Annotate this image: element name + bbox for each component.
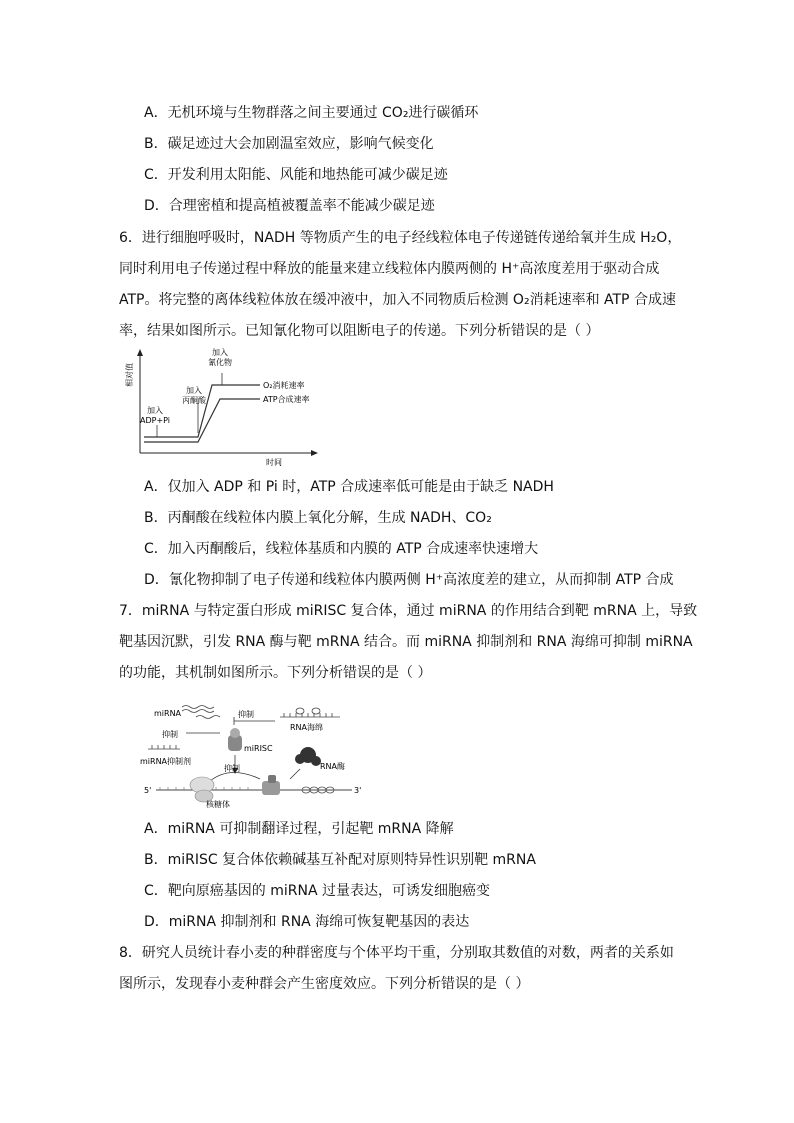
mirna-label: miRNA (154, 709, 182, 718)
q5-option-b: B．碳足迹过大会加剧温室效应，影响气候变化 (144, 136, 434, 152)
q6-stem-line-1: 6．进行细胞呼吸时，NADH 等物质产生的电子经线粒体电子传递链传递给氧并生成 H₂O， (119, 230, 682, 246)
q7-option-a: A．miRNA 可抑制翻译过程，引起靶 mRNA 降解 (144, 821, 454, 837)
annotation-adp-line1: 加入 (147, 406, 163, 415)
legend-atp: ATP合成速率 (263, 395, 310, 404)
annotation-pyruvate-line1: 加入 (186, 386, 202, 395)
ribosome-label: 核糖体 (206, 800, 230, 809)
q6-option-a: A．仅加入 ADP 和 Pi 时，ATP 合成速率低可能是由于缺乏 NADH (144, 479, 554, 495)
q6-option-b: B．丙酮酸在线粒体内膜上氧化分解，生成 NADH、CO₂ (144, 510, 492, 526)
q6-option-c: C．加入丙酮酸后，线粒体基质和内膜的 ATP 合成速率快速增大 (144, 541, 539, 557)
legend-o2: O₂消耗速率 (263, 381, 305, 390)
ribosome-shape (190, 777, 214, 802)
inhibit-label-left: 抑制 (162, 730, 178, 739)
y-axis-label: 相对值 (125, 363, 134, 387)
q7-stem-line-1: 7．miRNA 与特定蛋白形成 miRISC 复合体，通过 miRNA 的作用结合到靶 mRNA 上，导致 (119, 603, 698, 619)
q7-option-c: C．靶向原癌基因的 miRNA 过量表达，可诱发细胞癌变 (144, 883, 490, 899)
inhibit-label-bottom: 抑制 (224, 764, 240, 773)
mirna-strands (182, 706, 220, 719)
rna-sponge (280, 708, 340, 717)
bound-mirisc (262, 775, 280, 795)
rna-sponge-label: RNA海绵 (290, 723, 324, 732)
annotation-pyruvate-line2: 丙酮酸 (182, 396, 206, 405)
q6-figure (126, 345, 326, 470)
annotation-cyanide-line2: 氰化物 (208, 358, 232, 367)
annotation-adp-line2: ADP+Pi (139, 416, 171, 425)
q6-stem-line-4: 率，结果如图所示。已知氰化物可以阻断电子的传递。下列分析错误的是（ ） (119, 323, 600, 339)
q7-option-b: B．miRISC 复合体依赖碱基互补配对原则特异性识别靶 mRNA (144, 852, 536, 868)
q6-stem-line-2: 同时利用电子传递过程中释放的能量来建立线粒体内膜两侧的 H⁺高浓度差用于驱动合成 (119, 261, 660, 277)
x-axis-label: 时间 (266, 458, 282, 467)
q8-stem-line-1: 8．研究人员统计春小麦的种群密度与个体平均干重，分别取其数值的对数，两者的关系如 (119, 945, 674, 961)
q5-option-c: C．开发利用太阳能、风能和地热能可减少碳足迹 (144, 167, 448, 183)
mirna-inhibitor-shape (148, 745, 180, 749)
q7-option-d: D．miRNA 抑制剂和 RNA 海绵可恢复靶基因的表达 (144, 914, 470, 930)
q8-stem-line-2: 图所示，发现春小麦种群会产生密度效应。下列分析错误的是（ ） (119, 976, 530, 992)
mirisc-label: miRISC (244, 744, 273, 753)
q7-stem-line-2: 靶基因沉默，引发 RNA 酶与靶 mRNA 结合。而 miRNA 抑制剂和 RNA 海绵可抑制 miRNA (119, 634, 693, 650)
five-prime-label: 5' (144, 786, 152, 795)
mirna-inhibitor-label: miRNA抑制剂 (140, 757, 192, 766)
q7-figure (140, 697, 364, 809)
q7-stem-line-3: 的功能，其机制如图所示。下列分析错误的是（ ） (119, 665, 432, 681)
inhibit-label-top: 抑制 (238, 710, 254, 719)
three-prime-label: 3' (354, 786, 362, 795)
annotation-cyanide-line1: 加入 (212, 348, 228, 357)
q6-stem-line-3: ATP。将完整的离体线粒体放在缓冲液中，加入不同物质后检测 O₂消耗速率和 ATP 合成速 (119, 292, 676, 308)
rnase-shape (295, 747, 321, 766)
q6-option-d: D．氰化物抑制了电子传递和线粒体内膜两侧 H⁺高浓度差的建立，从而抑制 ATP 合成 (144, 572, 674, 588)
q5-option-d: D．合理密植和提高植被覆盖率不能减少碳足迹 (144, 198, 435, 214)
mirisc-complex (228, 728, 242, 751)
rnase-label: RNA酶 (320, 762, 346, 771)
q5-option-a: A．无机环境与生物群落之间主要通过 CO₂进行碳循环 (144, 105, 479, 121)
